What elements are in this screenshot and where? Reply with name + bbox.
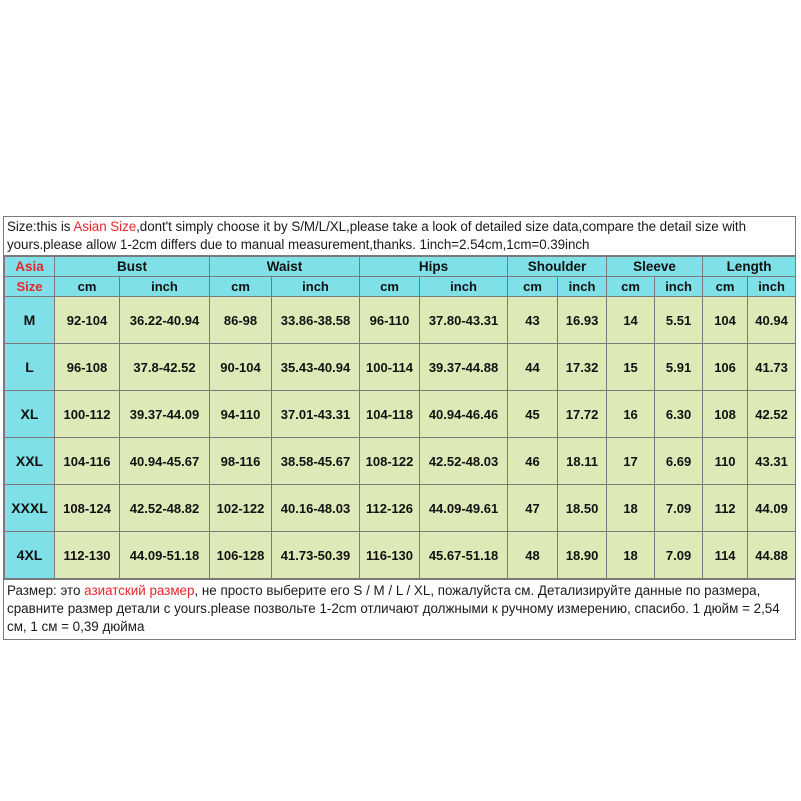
header-shoulder: Shoulder <box>508 257 607 277</box>
size-rows <box>5 297 796 579</box>
table-cell: 112 <box>703 485 748 532</box>
table-cell: 37.01-43.31 <box>272 391 360 438</box>
size-label: 4XL <box>5 532 55 579</box>
asia-size-header-bottom: Size <box>5 277 55 297</box>
table-cell: 41.73-50.39 <box>272 532 360 579</box>
table-cell: 108 <box>703 391 748 438</box>
table-row <box>5 438 796 485</box>
table-row <box>5 485 796 532</box>
header-waist: Waist <box>210 257 360 277</box>
table-cell: 45.67-51.18 <box>420 532 508 579</box>
table-cell: 40.94 <box>748 297 796 344</box>
table-cell: 114 <box>703 532 748 579</box>
table-cell: 35.43-40.94 <box>272 344 360 391</box>
table-cell: 106-128 <box>210 532 272 579</box>
table-cell: 44.09-51.18 <box>120 532 210 579</box>
table-cell: 96-108 <box>55 344 120 391</box>
table-cell: 42.52 <box>748 391 796 438</box>
table-cell: 112-126 <box>360 485 420 532</box>
note-text: Size:this is <box>7 219 74 234</box>
size-note-russian <box>4 579 795 639</box>
asia-size-header: Asia <box>5 257 55 277</box>
table-cell: 6.69 <box>655 438 703 485</box>
table-cell: 100-112 <box>55 391 120 438</box>
header-bust: Bust <box>55 257 210 277</box>
unit-inch: inch <box>558 277 607 297</box>
table-cell: 7.09 <box>655 532 703 579</box>
size-label: XXL <box>5 438 55 485</box>
table-cell: 7.09 <box>655 485 703 532</box>
table-cell: 44 <box>508 344 558 391</box>
table-cell: 102-122 <box>210 485 272 532</box>
table-cell: 94-110 <box>210 391 272 438</box>
table-cell: 17.72 <box>558 391 607 438</box>
table-cell: 96-110 <box>360 297 420 344</box>
table-cell: 38.58-45.67 <box>272 438 360 485</box>
note-text: Размер: это <box>7 583 85 598</box>
table-cell: 18 <box>607 485 655 532</box>
header-sleeve: Sleeve <box>607 257 703 277</box>
table-cell: 47 <box>508 485 558 532</box>
note-highlight: азиатский размер <box>84 583 195 598</box>
table-cell: 110 <box>703 438 748 485</box>
table-cell: 104-116 <box>55 438 120 485</box>
unit-inch: inch <box>120 277 210 297</box>
table-cell: 41.73 <box>748 344 796 391</box>
table-cell: 106 <box>703 344 748 391</box>
table-cell: 44.88 <box>748 532 796 579</box>
table-cell: 40.94-46.46 <box>420 391 508 438</box>
table-cell: 16.93 <box>558 297 607 344</box>
table-cell: 14 <box>607 297 655 344</box>
table-cell: 17 <box>607 438 655 485</box>
table-row <box>5 297 796 344</box>
table-cell: 44.09-49.61 <box>420 485 508 532</box>
header-row-units <box>5 277 796 297</box>
unit-inch: inch <box>748 277 796 297</box>
table-cell: 100-114 <box>360 344 420 391</box>
table-cell: 92-104 <box>55 297 120 344</box>
table-cell: 18.90 <box>558 532 607 579</box>
table-cell: 40.16-48.03 <box>272 485 360 532</box>
note-highlight: Asian Size <box>73 219 137 234</box>
unit-inch: inch <box>272 277 360 297</box>
table-cell: 42.52-48.03 <box>420 438 508 485</box>
unit-inch: inch <box>420 277 508 297</box>
table-cell: 18.50 <box>558 485 607 532</box>
table-cell: 18.11 <box>558 438 607 485</box>
table-cell: 108-122 <box>360 438 420 485</box>
table-cell: 86-98 <box>210 297 272 344</box>
table-cell: 18 <box>607 532 655 579</box>
table-cell: 43 <box>508 297 558 344</box>
table-row <box>5 391 796 438</box>
table-cell: 90-104 <box>210 344 272 391</box>
table-cell: 6.30 <box>655 391 703 438</box>
table-cell: 104-118 <box>360 391 420 438</box>
table-row <box>5 344 796 391</box>
table-cell: 17.32 <box>558 344 607 391</box>
table-cell: 42.52-48.82 <box>120 485 210 532</box>
table-cell: 39.37-44.88 <box>420 344 508 391</box>
table-cell: 37.8-42.52 <box>120 344 210 391</box>
unit-cm: cm <box>607 277 655 297</box>
header-length: Length <box>703 257 796 277</box>
table-cell: 40.94-45.67 <box>120 438 210 485</box>
table-cell: 37.80-43.31 <box>420 297 508 344</box>
table-cell: 45 <box>508 391 558 438</box>
size-chart <box>3 216 796 640</box>
table-cell: 15 <box>607 344 655 391</box>
table-cell: 33.86-38.58 <box>272 297 360 344</box>
size-label: M <box>5 297 55 344</box>
table-cell: 46 <box>508 438 558 485</box>
table-cell: 5.51 <box>655 297 703 344</box>
table-cell: 98-116 <box>210 438 272 485</box>
size-label: XXXL <box>5 485 55 532</box>
table-cell: 116-130 <box>360 532 420 579</box>
unit-inch: inch <box>655 277 703 297</box>
unit-cm: cm <box>210 277 272 297</box>
table-cell: 39.37-44.09 <box>120 391 210 438</box>
size-note-english <box>4 217 795 256</box>
note-text: , не просто выберите его S / M / L / XL, пожалуйста см. Детализируйте данные по размера, сравните размер детали с yours.please позвольте 1-2cm отличают должными к ручному измерению, спасибо. 1 дюйм = 2,54 см, 1 см = 0,39 дюйма <box>7 583 780 634</box>
table-cell: 104 <box>703 297 748 344</box>
size-label: L <box>5 344 55 391</box>
table-cell: 48 <box>508 532 558 579</box>
table-cell: 36.22-40.94 <box>120 297 210 344</box>
size-table <box>4 256 796 579</box>
table-cell: 44.09 <box>748 485 796 532</box>
note-text: ,dont't simply choose it by S/M/L/XL,please take a look of detailed size data,compare the detail size with yours.please allow 1-2cm differs due to manual measurement,thanks. 1inch=2.54cm,1cm=0.39inch <box>7 219 746 252</box>
table-cell: 108-124 <box>55 485 120 532</box>
unit-cm: cm <box>360 277 420 297</box>
unit-cm: cm <box>703 277 748 297</box>
header-row-groups <box>5 257 796 277</box>
size-label: XL <box>5 391 55 438</box>
header-hips: Hips <box>360 257 508 277</box>
table-cell: 5.91 <box>655 344 703 391</box>
table-row <box>5 532 796 579</box>
table-cell: 43.31 <box>748 438 796 485</box>
table-cell: 112-130 <box>55 532 120 579</box>
table-cell: 16 <box>607 391 655 438</box>
unit-cm: cm <box>508 277 558 297</box>
unit-cm: cm <box>55 277 120 297</box>
